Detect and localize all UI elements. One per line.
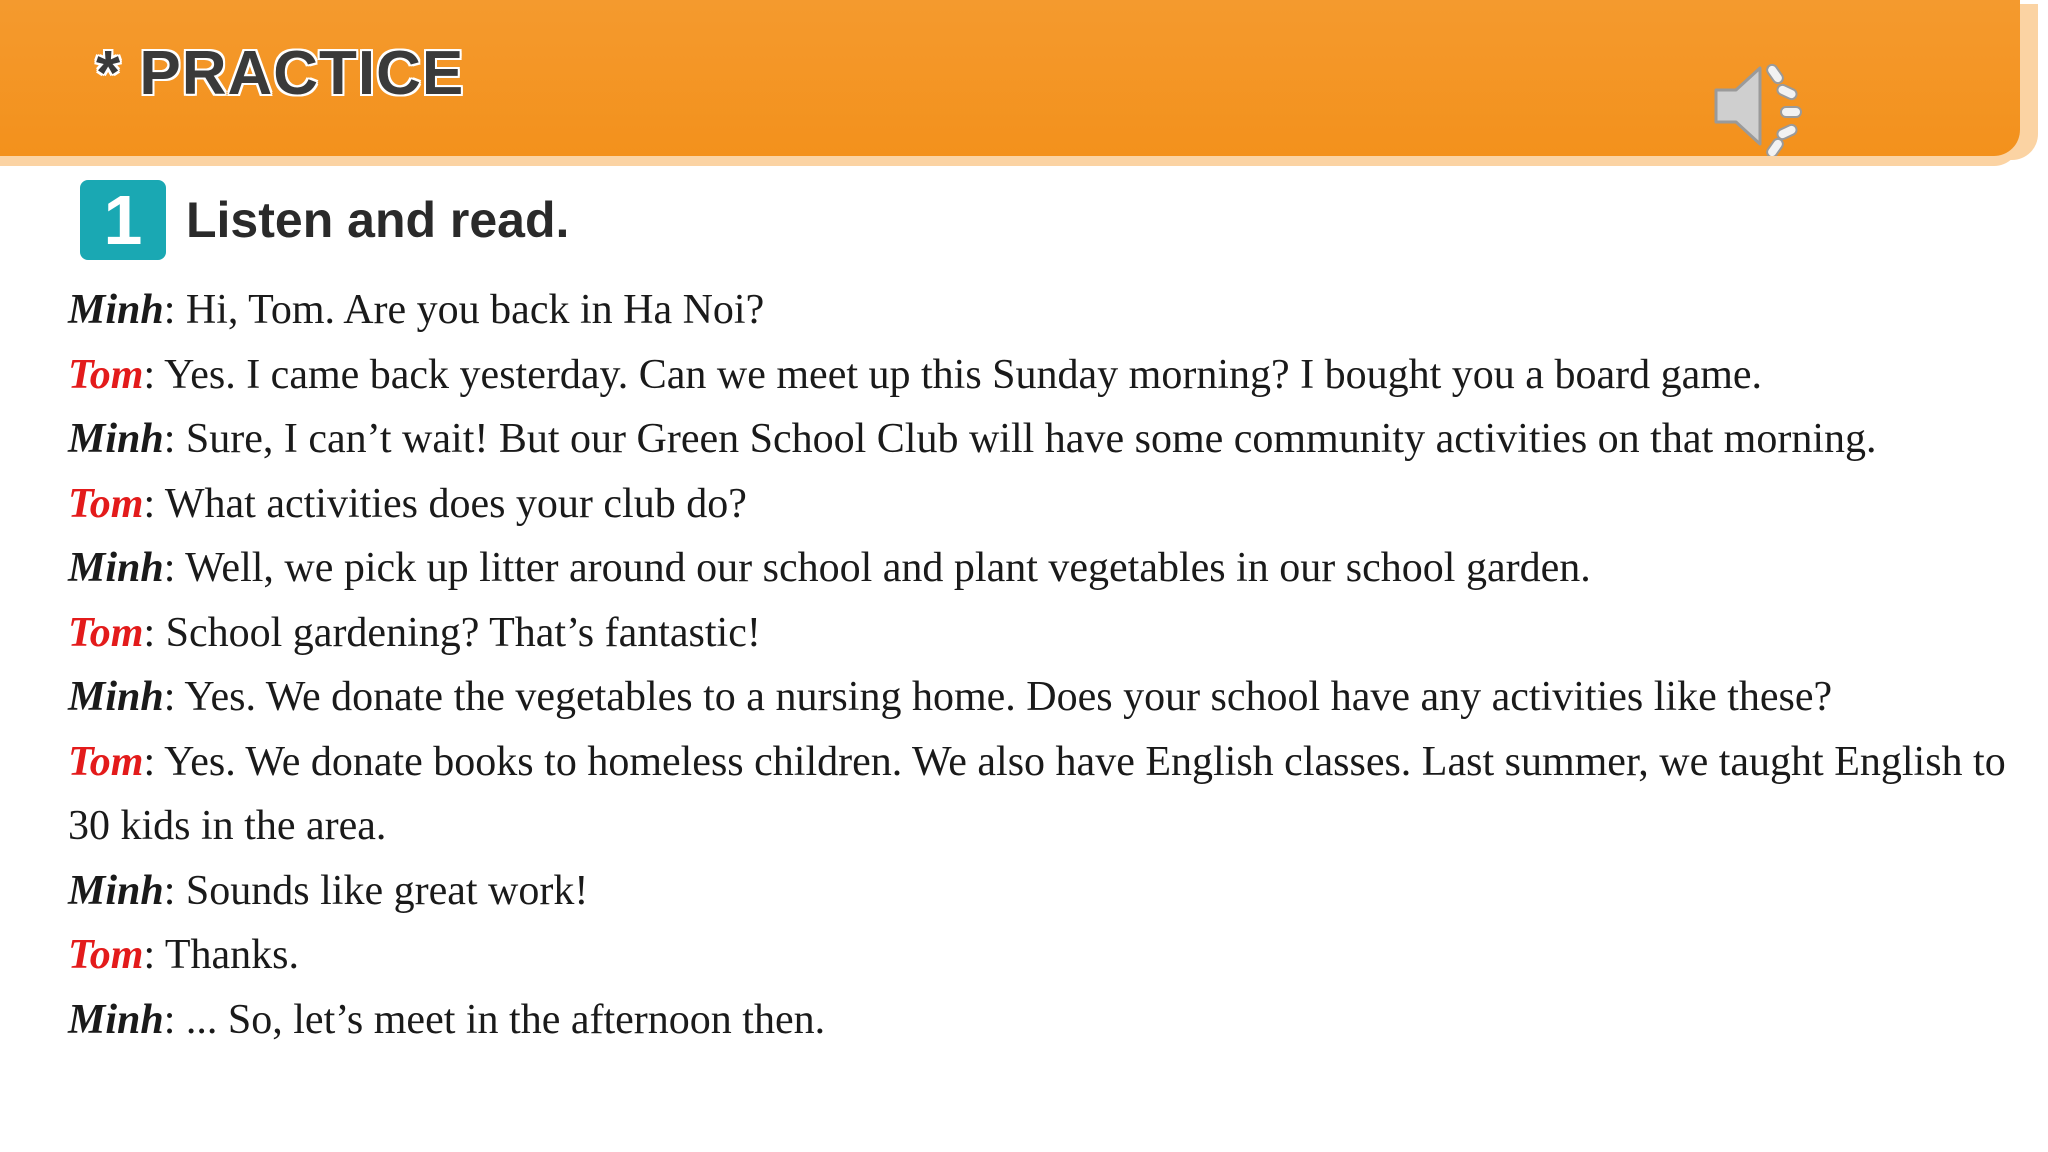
- line-text: : What activities does your club do?: [143, 480, 747, 527]
- speaker-name: Tom: [68, 351, 144, 398]
- task-header: [80, 180, 569, 260]
- line-text: : Sounds like great work!: [163, 867, 589, 914]
- dialogue-line: [68, 859, 2028, 924]
- line-text: : Thanks.: [143, 932, 300, 978]
- speaker-name: Minh: [68, 545, 164, 591]
- page-title: * PRACTICE: [96, 39, 465, 108]
- dialogue-line: [68, 730, 2028, 859]
- speaker-name: Tom: [68, 609, 144, 656]
- line-text: : Hi, Tom. Are you back in Ha Noi?: [163, 287, 765, 333]
- line-text: : Yes. We donate the vegetables to a nursing home. Does your school have any activities like these?: [163, 674, 1833, 720]
- dialogue: [68, 278, 2028, 1052]
- practice-banner: [0, 0, 2020, 156]
- speaker-icon[interactable]: [1710, 56, 1820, 156]
- line-text: : Yes. I came back yesterday. Can we meet up this Sunday morning? I bought you a board game.: [143, 351, 1763, 398]
- line-text: : ... So, let’s meet in the afternoon then.: [163, 996, 826, 1043]
- task-title: Listen and read.: [186, 192, 570, 248]
- dialogue-line: [68, 536, 2028, 601]
- speaker-name: Tom: [68, 480, 144, 527]
- dialogue-line: [68, 472, 2028, 537]
- dialogue-line: [68, 343, 2028, 408]
- line-text: : Sure, I can’t wait! But our Green School Club will have some community activities on that morning.: [163, 416, 1877, 462]
- dialogue-line: [68, 278, 2028, 343]
- speaker-name: Minh: [68, 287, 164, 333]
- dialogue-line: [68, 407, 2028, 472]
- speaker-name: Minh: [68, 996, 164, 1043]
- speaker-name: Minh: [68, 416, 164, 462]
- dialogue-line: [68, 601, 2028, 666]
- speaker-name: Tom: [68, 738, 144, 785]
- line-text: : School gardening? That’s fantastic!: [143, 609, 761, 656]
- speaker-name: Minh: [68, 867, 164, 914]
- dialogue-line: [68, 988, 2028, 1053]
- speaker-name: Tom: [68, 932, 144, 978]
- task-number-badge: 1: [80, 180, 166, 260]
- dialogue-line: [68, 665, 2028, 730]
- dialogue-line: [68, 923, 2028, 988]
- line-text: : Yes. We donate books to homeless children. We also have English classes. Last summer, we taught English to 30 kids in the area.: [68, 738, 2006, 849]
- speaker-name: Minh: [68, 674, 164, 720]
- line-text: : Well, we pick up litter around our school and plant vegetables in our school garden.: [163, 545, 1591, 591]
